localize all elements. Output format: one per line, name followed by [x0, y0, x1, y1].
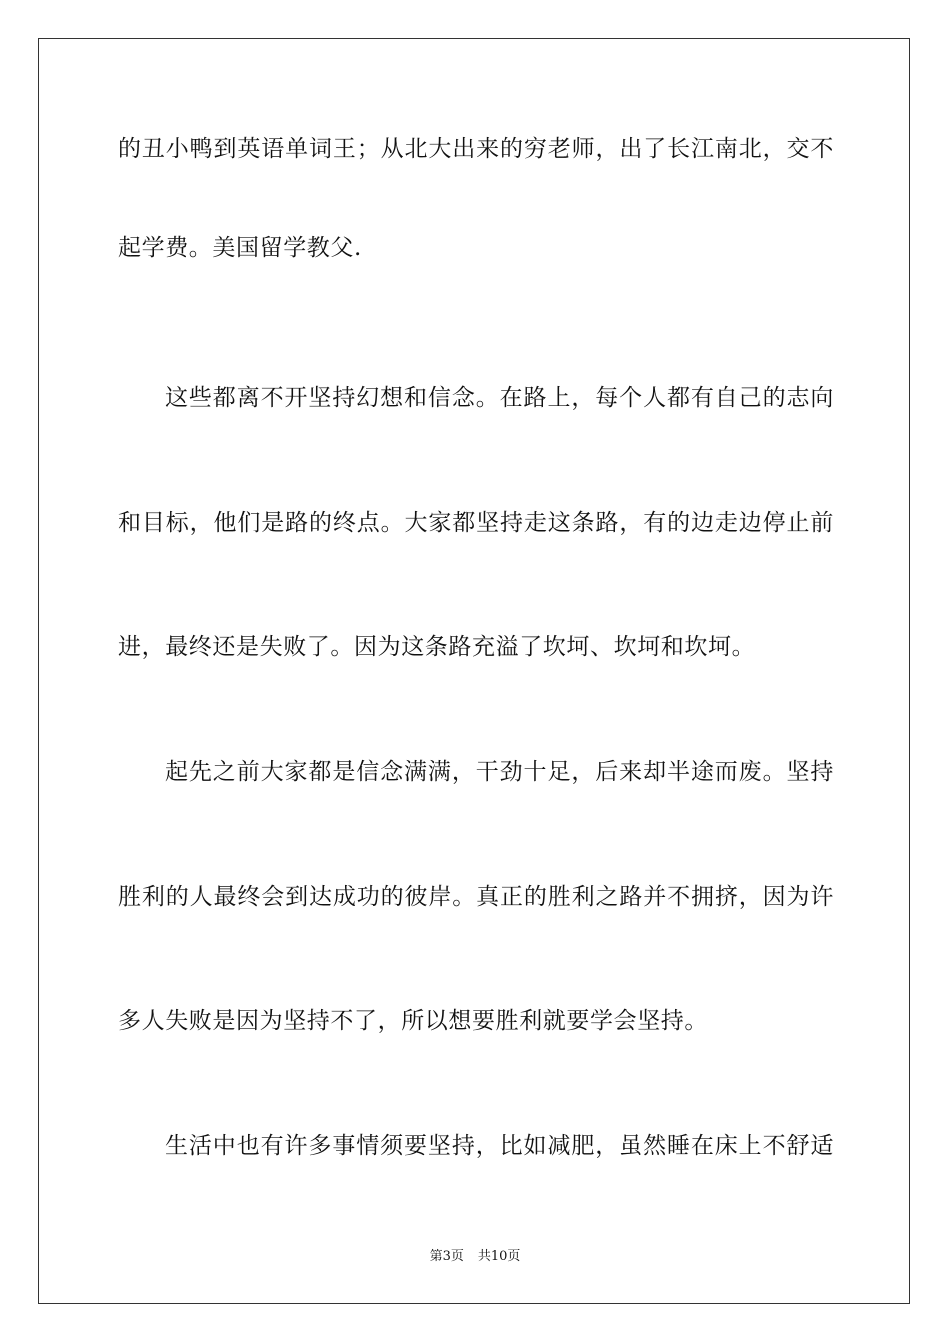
page-total: 共10页 — [477, 1249, 521, 1264]
body-text-line: 起学费。美国留学教父. — [118, 235, 362, 261]
body-text-line: 起先之前大家都是信念满满，干劲十足，后来却半途而废。坚持 — [165, 759, 834, 785]
page-footer — [0, 1248, 950, 1266]
page-number: 第3页 — [429, 1249, 464, 1264]
body-text-line: 的丑小鸭到英语单词王；从北大出来的穷老师，出了长江南北，交不 — [118, 136, 834, 162]
body-text-line: 这些都离不开坚持幻想和信念。在路上，每个人都有自己的志向 — [165, 385, 834, 411]
body-text-line: 进，最终还是失败了。因为这条路充溢了坎坷、坎坷和坎坷。 — [118, 634, 756, 660]
body-text-line: 胜利的人最终会到达成功的彼岸。真正的胜利之路并不拥挤，因为许 — [118, 884, 834, 910]
body-text-line: 和目标，他们是路的终点。大家都坚持走这条路，有的边走边停止前 — [118, 510, 834, 536]
body-text-line: 生活中也有许多事情须要坚持，比如减肥，虽然睡在床上不舒适 — [165, 1133, 834, 1159]
body-text-line: 多人失败是因为坚持不了，所以想要胜利就要学会坚持。 — [118, 1008, 708, 1034]
page-border — [38, 38, 910, 1304]
